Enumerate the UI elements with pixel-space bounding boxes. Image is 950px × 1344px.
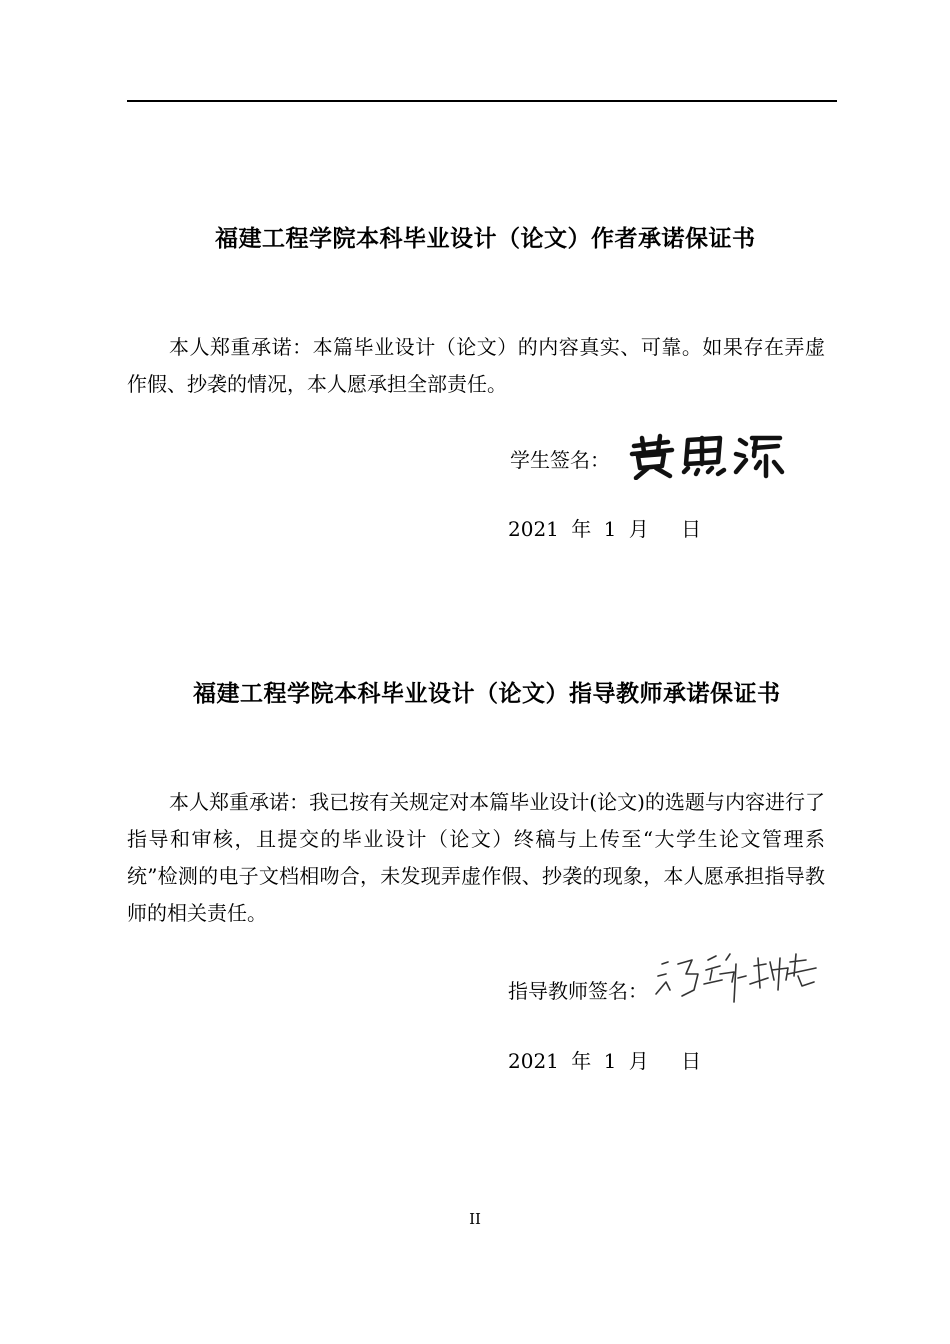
advisor-pledge-body: 本人郑重承诺：我已按有关规定对本篇毕业设计(论文)的选题与内容进行了指导和审核，且提交的毕业设计（论文）终稿与上传至“大学生论文管理系统”检测的电子文档相吻合，未发现弄虚作假、抄袭的现象，本人愿承担指导教师的相关责任。 [127, 790, 825, 925]
page-number: II [469, 1210, 481, 1228]
advisor-date-year: 2021 [508, 1049, 559, 1073]
author-pledge-body: 本人郑重承诺：本篇毕业设计（论文）的内容真实、可靠。如果存在弄虚作假、抄袭的情况，本人愿承担全部责任。 [127, 335, 825, 396]
advisor-date-day-unit: 日 [681, 1049, 702, 1073]
student-signature-strokes [632, 436, 782, 478]
student-signature [628, 432, 788, 480]
author-date-year-unit: 年 [571, 517, 592, 541]
advisor-signature [650, 950, 822, 1028]
advisor-date-month: 1 [603, 1049, 617, 1073]
header-rule [127, 100, 837, 102]
author-date-month-unit: 月 [628, 517, 649, 541]
advisor-signature-strokes [656, 954, 816, 1002]
author-date-day-unit: 日 [681, 517, 702, 541]
advisor-pledge-title: 福建工程学院本科毕业设计（论文）指导教师承诺保证书 [193, 681, 781, 707]
student-signature-label: 学生签名： [510, 448, 610, 472]
author-date-year: 2021 [508, 517, 559, 541]
advisor-signature-label: 指导教师签名： [508, 979, 648, 1003]
author-date [508, 513, 701, 542]
author-date-month: 1 [603, 517, 617, 541]
author-pledge-title: 福建工程学院本科毕业设计（论文）作者承诺保证书 [215, 226, 756, 252]
advisor-date-month-unit: 月 [628, 1049, 649, 1073]
advisor-date [508, 1045, 701, 1074]
advisor-date-year-unit: 年 [571, 1049, 592, 1073]
